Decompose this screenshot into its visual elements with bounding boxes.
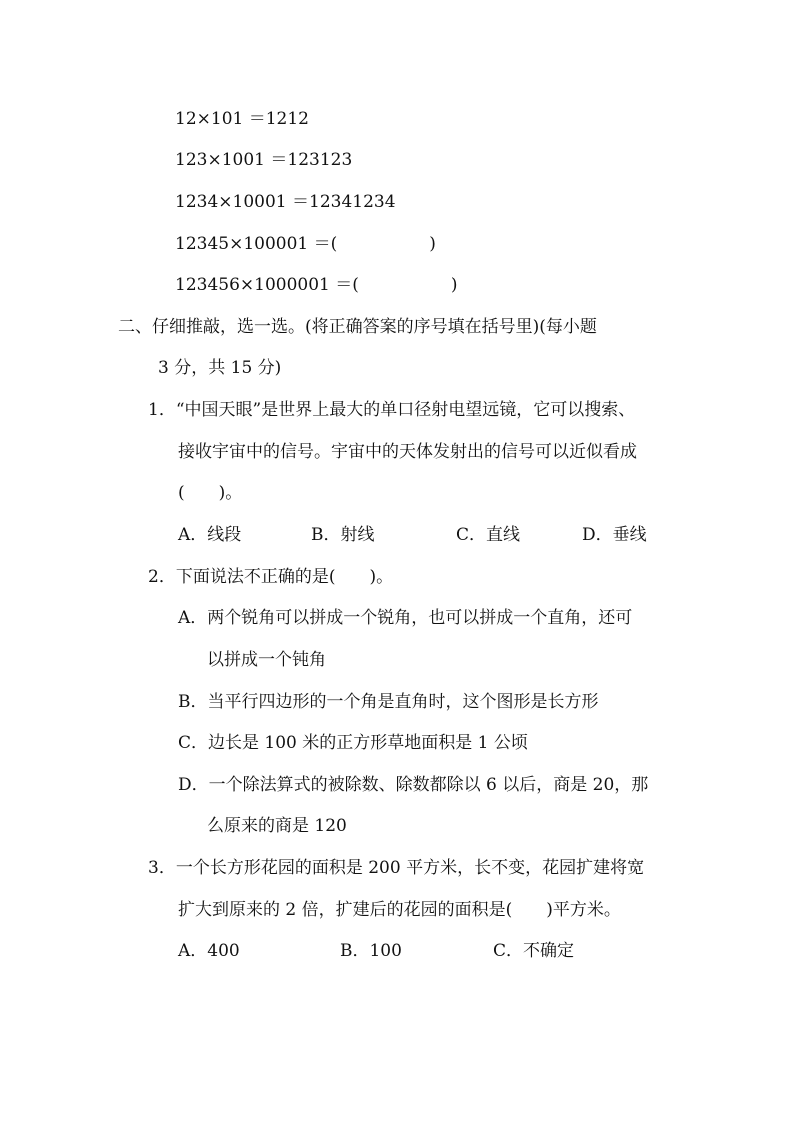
equation-lhs: 1234×10001 [175, 192, 287, 212]
option-c[interactable]: C．边长是 100 米的正方形草地面积是 1 公顷 [178, 733, 528, 753]
section-title: 二、仔细推敲，选一选。(将正确答案的序号填在括号里)(每小题 [118, 317, 597, 337]
section-title-cont: 3 分，共 15 分) [158, 358, 282, 378]
question-1-line-2: 接收宇宙中的信号。宇宙中的天体发射出的信号可以近似看成 [178, 442, 637, 462]
option-c[interactable]: C．不确定 [493, 941, 575, 961]
question-text: 下面说法不正确的是( )。 [175, 567, 394, 587]
equation-close: ) [450, 275, 458, 295]
option-b[interactable]: B．当平行四边形的一个角是直角时，这个图形是长方形 [178, 692, 599, 712]
equation-lhs: 123×1001 [175, 150, 265, 170]
equation-rhs: ＝( [313, 234, 338, 254]
equation-rhs: ＝123123 [270, 150, 353, 170]
equation-5 [175, 273, 458, 297]
question-1 [148, 398, 635, 422]
option-d[interactable]: D．垂线 [582, 525, 647, 545]
equation-1 [175, 107, 309, 131]
option-a[interactable]: A．两个锐角可以拼成一个锐角，也可以拼成一个直角，还可 [178, 608, 633, 628]
equation-3 [175, 190, 396, 214]
option-b[interactable]: B．射线 [311, 525, 375, 545]
question-2 [148, 565, 393, 589]
equation-lhs: 123456×1000001 [175, 275, 330, 295]
question-3 [148, 856, 644, 880]
option-a-cont: 以拼成一个钝角 [207, 650, 326, 670]
option-b[interactable]: B．100 [340, 941, 402, 961]
equation-lhs: 12345×100001 [175, 234, 309, 254]
question-text: 一个长方形花园的面积是 200 平方米，长不变，花园扩建将宽 [175, 858, 645, 878]
question-1-line-3: ( )。 [178, 483, 243, 503]
equation-4 [175, 232, 436, 256]
question-text: “中国天眼”是世界上最大的单口径射电望远镜，它可以搜索、 [175, 400, 636, 420]
question-number: 3． [148, 858, 176, 878]
question-number: 1． [148, 400, 176, 420]
option-a[interactable]: A．线段 [178, 525, 242, 545]
equation-2 [175, 148, 352, 172]
equation-rhs: ＝1212 [248, 109, 309, 129]
equation-rhs: ＝( [335, 275, 359, 295]
question-number: 2． [148, 567, 176, 587]
equation-lhs: 12×101 [175, 109, 244, 129]
option-c[interactable]: C．直线 [456, 525, 521, 545]
option-a[interactable]: A．400 [178, 941, 240, 961]
question-3-line-2: 扩大到原来的 2 倍，扩建后的花园的面积是( )平方米。 [178, 900, 621, 920]
equation-close: ) [429, 234, 436, 254]
equation-rhs: ＝12341234 [292, 192, 396, 212]
option-d-cont: 么原来的商是 120 [207, 816, 347, 836]
option-d[interactable]: D．一个除法算式的被除数、除数都除以 6 以后，商是 20，那 [178, 775, 649, 795]
